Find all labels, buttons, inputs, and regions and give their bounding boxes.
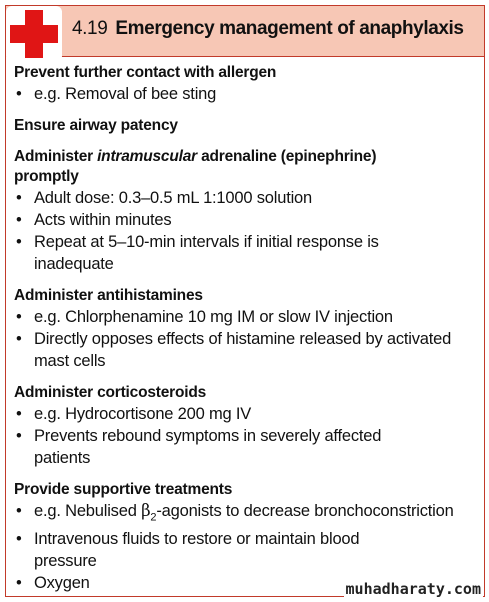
list-item: • Prevents rebound symptoms in severely affected patients [16, 427, 382, 467]
watermark: muhadharaty.com [345, 580, 481, 598]
section-supportive [14, 480, 484, 594]
list-item: • e.g. Removal of bee sting [16, 85, 217, 103]
red-cross-icon [6, 6, 62, 62]
box-content [6, 57, 484, 594]
list-item: • e.g. Chlorphenamine 10 mg IM or slow IV injection [16, 308, 393, 326]
box-title [72, 18, 464, 40]
box-title-text: Emergency management of anaphylaxis [115, 18, 464, 39]
list-item: • Adult dose: 0.3–0.5 mL 1:1000 solution [16, 189, 312, 207]
section-adrenaline [14, 147, 484, 275]
list-item: • Oxygen [16, 574, 90, 593]
section-antihistamines [14, 286, 484, 372]
section-heading: Administer intramuscular adrenaline (epinephrine) promptly [14, 148, 377, 185]
section-heading: Administer corticosteroids [14, 384, 207, 401]
section-corticosteroids [14, 383, 484, 469]
box-number: 4.19 [72, 18, 108, 39]
section-heading: Provide supportive treatments [14, 481, 233, 498]
section-heading: Prevent further contact with allergen [14, 64, 277, 81]
list-item: • Directly opposes effects of histamine released by activated mast cells [16, 330, 452, 370]
box-header [6, 6, 484, 57]
list-item: • Intravenous fluids to restore or maintain blood pressure [16, 530, 360, 571]
section-heading: Ensure airway patency [14, 117, 178, 134]
list-item: • e.g. Hydrocortisone 200 mg IV [16, 405, 252, 423]
section-prevent-contact [14, 63, 484, 105]
section-airway [14, 116, 484, 136]
anaphylaxis-box [5, 5, 485, 597]
list-item: • e.g. Nebulised $\beta_2$-agonists to decrease bronchoconstriction [16, 501, 454, 524]
list-item: • Repeat at 5–10-min intervals if initial response is inadequate [16, 233, 379, 273]
section-heading: Administer antihistamines [14, 287, 203, 304]
list-item: • Acts within minutes [16, 211, 172, 229]
